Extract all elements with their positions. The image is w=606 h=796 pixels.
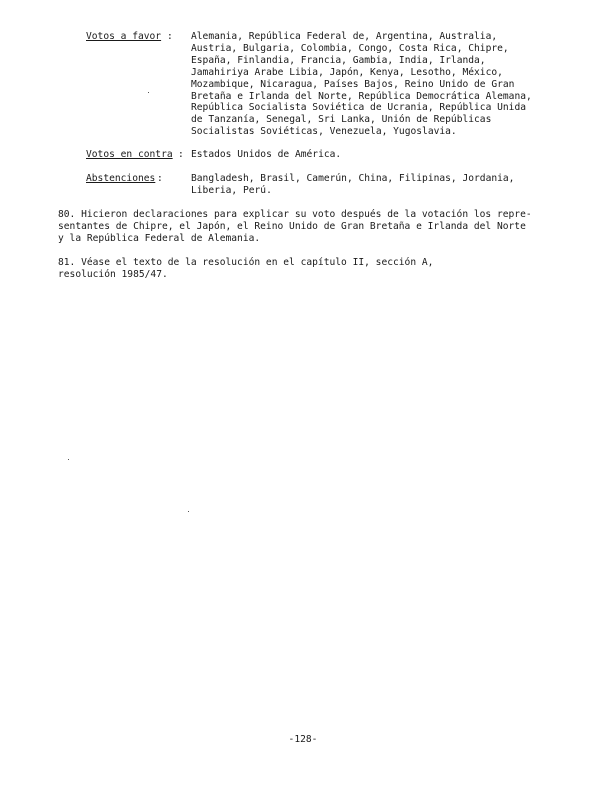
scan-speck [188, 511, 189, 512]
scan-speck [148, 92, 149, 93]
votes-against-colon: : [178, 149, 184, 160]
paragraph-81: 81. Véase el texto de la resolución en el capítulo II, sección A, resolución 1985/47. [58, 257, 434, 281]
votes-in-favor-countries: Alemania, República Federal de, Argentina, Australia, Austria, Bulgaria, Colombia, Congo, Costa Rica, Chipre, España, Finlandia, Francia, Gambia, India, Irlanda, Jamahiriya Arabe Libia, Japón, Kenya, Lesotho, México, Mozambique, Nicaragua, Países Bajos, Reino Unido de Gran Bretaña e Irlanda del Norte, República Democrática Alemana, República Socialista Soviética de Ucrania, República Unida de Tanzanía, Senegal, Sri Lanka, Unión de Repúblicas Socialistas Soviéticas, Venezuela, Yugoslavia. [191, 31, 532, 138]
scan-speck [68, 459, 69, 460]
abstentions-colon: : [157, 173, 163, 184]
page-number: -128- [288, 734, 318, 745]
votes-against-countries: Estados Unidos de América. [191, 149, 342, 160]
votes-in-favor-label: Votos a favor [86, 31, 162, 42]
paragraph-80: 80. Hicieron declaraciones para explicar su voto después de la votación los repre- sentantes de Chipre, el Japón, el Reino Unido de Gran Bretaña e Irlanda del Norte y la República Federal de Alemania. [58, 209, 532, 245]
votes-against-label: Votos en contra [86, 149, 173, 160]
votes-in-favor-colon: : [167, 31, 173, 42]
abstentions-countries: Bangladesh, Brasil, Camerún, China, Filipinas, Jordania, Liberia, Perú. [191, 173, 515, 196]
abstentions-label: Abstenciones [86, 173, 156, 184]
